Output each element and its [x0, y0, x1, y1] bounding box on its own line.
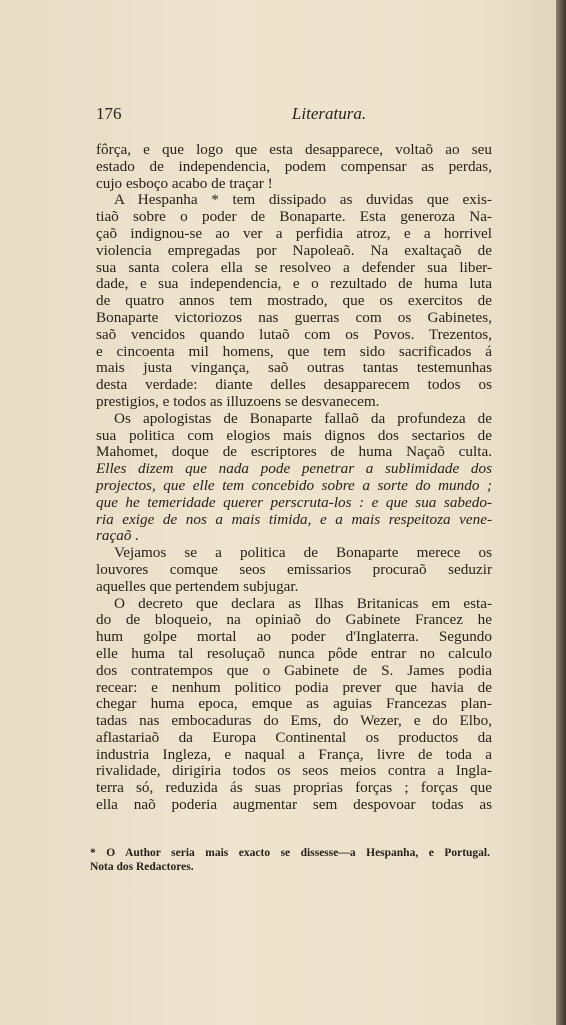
- text-line: aflastariaõ da Europa Continental os productos da: [96, 728, 492, 746]
- text-line: louvores comque seos emissarios procuraõ seduzir: [96, 560, 492, 578]
- text-line: dade, e sua independencia, e o rezultado de huma luta: [96, 275, 492, 293]
- text-line: cujo esboço acabo de traçar !: [96, 174, 273, 192]
- text-line: saõ vencidos quando lutaõ com os Povos. Trezentos,: [96, 325, 492, 343]
- page-number: 176: [96, 104, 122, 123]
- text-line: fôrça, e que logo que esta desapparece, voltaõ ao seu: [96, 141, 492, 158]
- text-line: terra só, reduzida ás suas proprias forças ; forças que: [96, 779, 492, 797]
- text-line: e cincoenta mil homens, que tem sido sacrificados á: [96, 342, 492, 360]
- text-line: Bonaparte victoriozos nas guerras com os Gabinetes,: [96, 308, 492, 326]
- text-line: çaõ indignou-se ao ver a perfidia atroz, e a horrivel: [96, 224, 492, 242]
- text-line: O decreto que declara as Ilhas Britanicas em esta-: [114, 594, 492, 612]
- text-line: Mahomet, doque de escriptores de huma Naçaõ culta.: [96, 443, 492, 461]
- text-line: hum golpe mortal ao poder d'Inglaterra. Segundo: [96, 628, 492, 646]
- text-line: chegar huma epoca, emque as aguias Francezas plan-: [96, 695, 492, 713]
- text-line: estado de independencia, podem compensar as perdas,: [96, 157, 492, 175]
- text-line: industria Ingleza, e naqual a França, livre de toda a: [96, 745, 492, 763]
- text-line: sua politica com elogios mais dignos dos sectarios de: [96, 426, 492, 444]
- text-line: projectos, que elle tem concebido sobre a sorte do mundo ;: [96, 476, 492, 494]
- book-spine: [556, 0, 566, 1025]
- text-line: rivalidade, dirigiria todos os seos meios contra a Ingla-: [96, 762, 492, 780]
- text-line: tiaõ sobre o poder de Bonaparte. Esta generoza Na-: [96, 208, 492, 226]
- text-line: Vejamos se a politica de Bonaparte merece os: [114, 544, 492, 562]
- text-line: tadas nas embocaduras do Ems, do Wezer, e do Elbo,: [96, 712, 492, 730]
- text-line: desta verdade: diante delles desapparecem todos os: [96, 376, 492, 394]
- body-text: [96, 142, 492, 814]
- text-line: de quatro annos tem mostrado, que os exercitos de: [96, 292, 492, 310]
- footnote-line: Nota dos Redactores.: [90, 861, 194, 873]
- text-line: elle huma tal resoluçaõ nunca pôde entrar no calculo: [96, 644, 492, 662]
- text-line: ria exige de nos a mais timida, e a mais respeitoza vene-: [96, 510, 492, 528]
- text-line: A Hespanha * tem dissipado as duvidas que exis-: [114, 191, 492, 209]
- text-line: raçaõ .: [96, 527, 140, 545]
- footnote-line: * O Author seria mais exacto se dissesse—a Hespanha, e Portugal.: [90, 847, 490, 859]
- text-line: Os apologistas de Bonaparte fallaõ da profundeza de: [114, 409, 492, 427]
- text-line: do de bloqueio, na opiniaõ do Gabinete Francez he: [96, 611, 492, 629]
- text-line: que he temeridade querer perscruta-los : e que sua sabedo-: [96, 493, 492, 511]
- text-line: mais justa vingança, saõ outras tantas testemunhas: [96, 359, 492, 377]
- text-line: sua santa colera ella se resolveo a defender sua liber-: [96, 258, 492, 276]
- page-header: [96, 104, 492, 126]
- text-line: aquelles que pertendem subjugar.: [96, 577, 299, 595]
- text-line: recear: e nenhum politico podia prever que havia de: [96, 678, 492, 696]
- text-line: violencia empregadas por Napoleaõ. Na exaltaçaõ de: [96, 241, 492, 259]
- footnote: [90, 846, 490, 874]
- text-line: dos contratempos que o Gabinete de S. James podia: [96, 661, 492, 679]
- text-line: Elles dizem que nada pode penetrar a sublimidade dos: [96, 460, 492, 478]
- text-line: ella naõ poderia augmentar sem despovoar todas as: [96, 796, 492, 814]
- running-title: Literatura.: [291, 104, 367, 123]
- text-line: prestigios, e todos as illuzoens se desvanecem.: [96, 392, 380, 410]
